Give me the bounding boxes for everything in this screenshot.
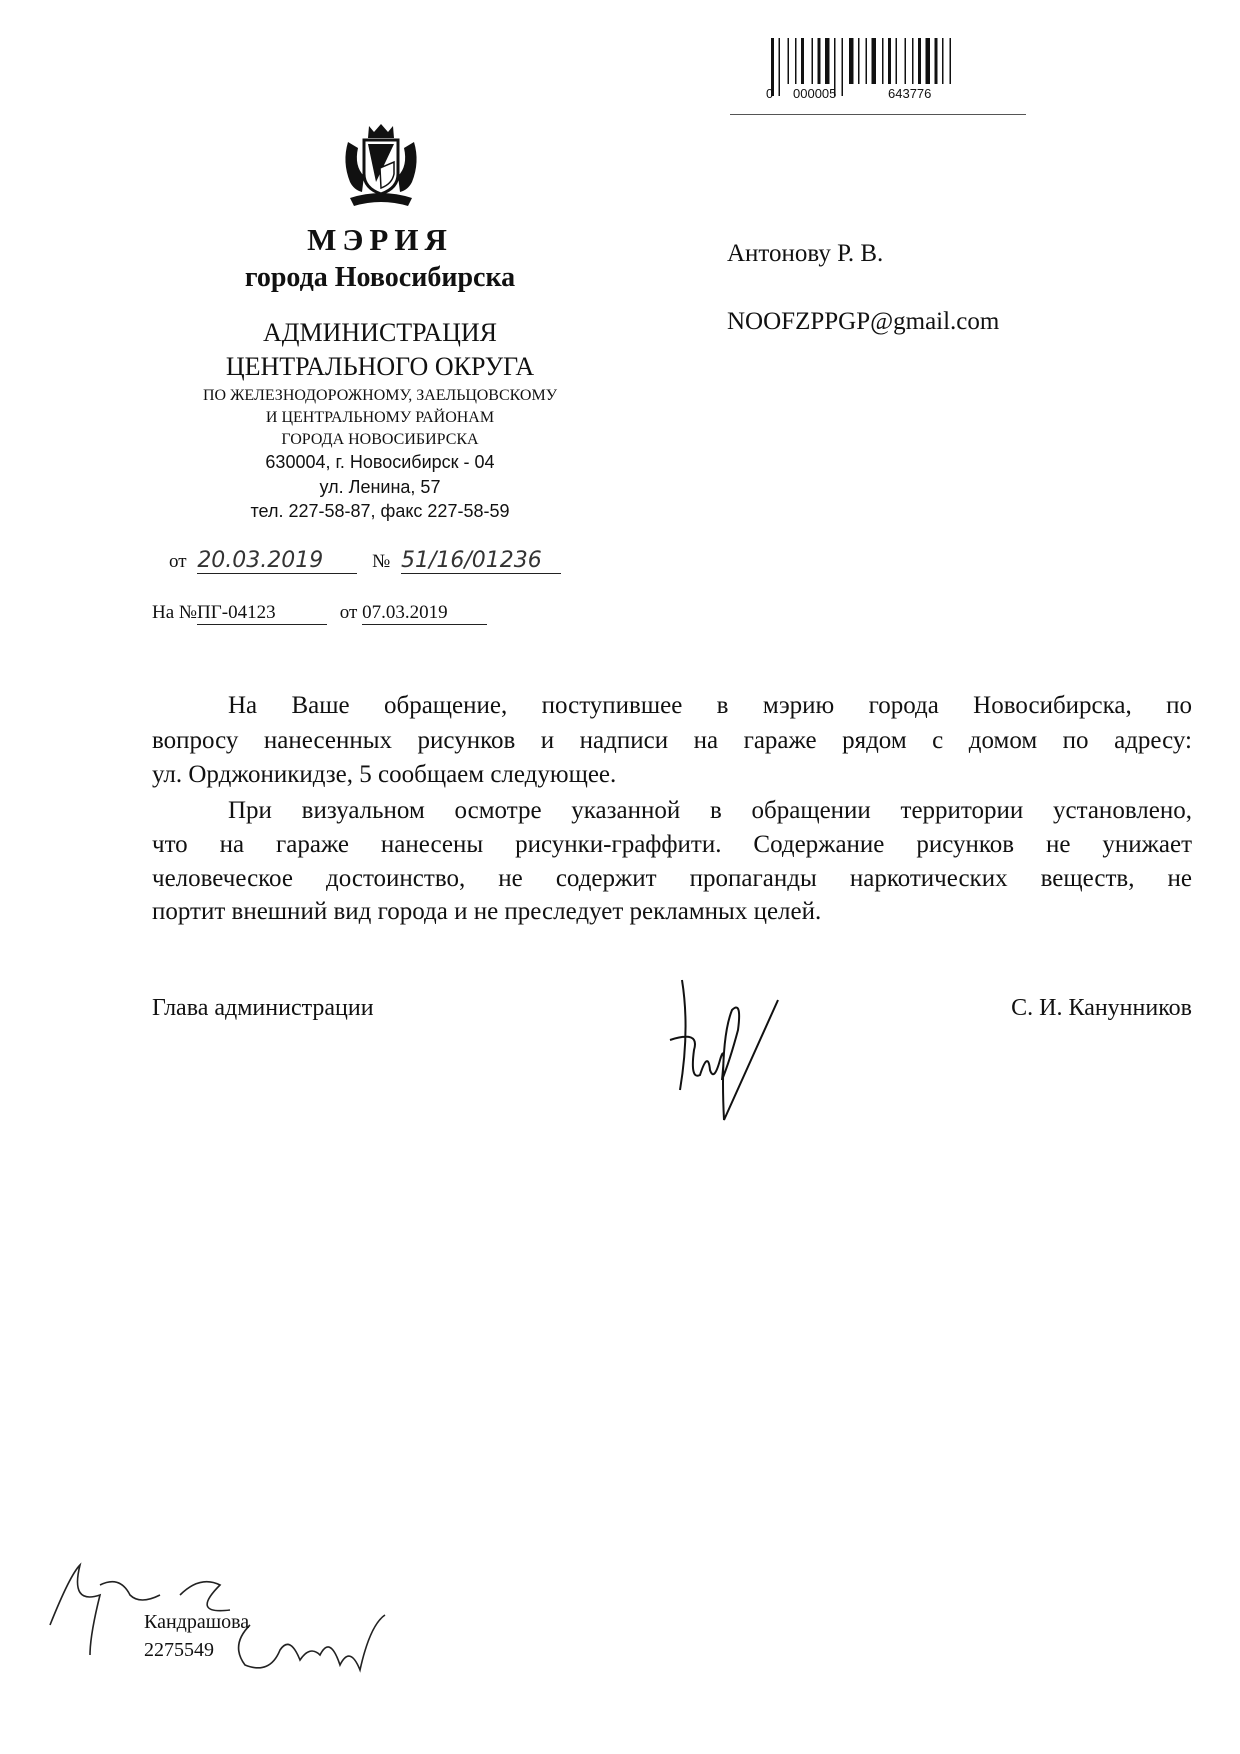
body-line: человеческое достоинство, не содержит пропаганды наркотических веществ, не xyxy=(152,865,1192,892)
coat-of-arms-logo xyxy=(336,122,426,212)
barcode-bar xyxy=(912,38,914,84)
incoming-prefix: На № xyxy=(152,602,198,623)
body-line: При визуальном осмотре указанной в обращении территории установлено, xyxy=(228,797,1192,824)
incoming-number: ПГ-04123 xyxy=(197,602,327,625)
outgoing-ref xyxy=(169,548,561,574)
barcode-bar xyxy=(905,38,907,84)
outgoing-number-label: № xyxy=(372,551,391,572)
barcode-bar xyxy=(918,38,921,84)
barcode-bar xyxy=(926,38,931,84)
barcode-bar xyxy=(858,38,860,84)
incoming-date: 07.03.2019 xyxy=(362,602,487,625)
barcode-bar xyxy=(896,38,898,84)
outgoing-date: 20.03.2019 xyxy=(197,548,357,574)
address-line-2: ул. Ленина, 57 xyxy=(319,477,441,497)
barcode-bar xyxy=(849,38,854,84)
barcode-bar xyxy=(935,38,938,84)
recipient-name: Антонову Р. В. xyxy=(727,240,884,267)
barcode-left-digit: 0 xyxy=(766,86,774,101)
org-title: МЭРИЯ xyxy=(307,222,453,257)
address-line-1: 630004, г. Новосибирск - 04 xyxy=(265,452,495,472)
barcode-bar xyxy=(812,38,814,84)
barcode-middle-digits: 000005 xyxy=(793,86,837,101)
body-line: На Ваше обращение, поступившее в мэрию города Новосибирска, по xyxy=(228,692,1192,719)
barcode-bar xyxy=(872,38,877,84)
executor-name: Кандрашова xyxy=(144,1611,250,1633)
admin-line-1: АДМИНИСТРАЦИЯ xyxy=(263,318,497,347)
barcode-bar xyxy=(882,38,884,84)
outgoing-number: 51/16/01236 xyxy=(401,548,561,574)
recipient-email: NOOFZPPGP@gmail.com xyxy=(727,308,1000,335)
district-line-2: И ЦЕНТРАЛЬНОМУ РАЙОНАМ xyxy=(265,409,495,426)
barcode-bar xyxy=(795,38,797,84)
barcode-bar xyxy=(825,38,830,84)
executor-phone: 2275549 xyxy=(144,1639,214,1661)
district-line-1: ПО ЖЕЛЕЗНОДОРОЖНОМУ, ЗАЕЛЬЦОВСКОМУ xyxy=(202,387,558,404)
barcode-bar xyxy=(866,38,868,84)
barcode-bar xyxy=(818,38,821,84)
body-line: вопросу нанесенных рисунков и надписи на гараже рядом с домом по адресу: xyxy=(152,727,1192,754)
barcode-bar xyxy=(801,38,804,84)
signatory-name: С. И. Канунников xyxy=(1011,995,1192,1021)
barcode-bar xyxy=(779,38,781,96)
barcode-bar xyxy=(888,38,891,84)
org-city: города Новосибирска xyxy=(244,262,516,293)
body-line: что на гараже нанесены рисунки-граффити. Содержание рисунков не унижает xyxy=(152,831,1192,858)
admin-line-2: ЦЕНТРАЛЬНОГО ОКРУГА xyxy=(225,352,535,381)
handwritten-signature xyxy=(660,970,790,1130)
body-line: ул. Орджоникидзе, 5 сообщаем следующее. xyxy=(152,761,617,788)
incoming-date-label: от xyxy=(339,602,358,623)
barcode-underline xyxy=(730,114,1026,115)
barcode-bar xyxy=(842,38,844,96)
barcode-bar xyxy=(950,38,952,84)
body-line: портит внешний вид города и не преследует рекламных целей. xyxy=(152,898,822,925)
outgoing-date-label: от xyxy=(169,551,187,572)
phone-line: тел. 227-58-87, факс 227-58-59 xyxy=(250,501,510,521)
barcode-bar xyxy=(942,38,944,84)
barcode-bar xyxy=(788,38,790,84)
signatory-position: Глава администрации xyxy=(152,995,374,1021)
incoming-ref xyxy=(152,602,487,625)
barcode-right-digits: 643776 xyxy=(888,86,932,101)
district-line-3: ГОРОДА НОВОСИБИРСКА xyxy=(281,431,479,448)
